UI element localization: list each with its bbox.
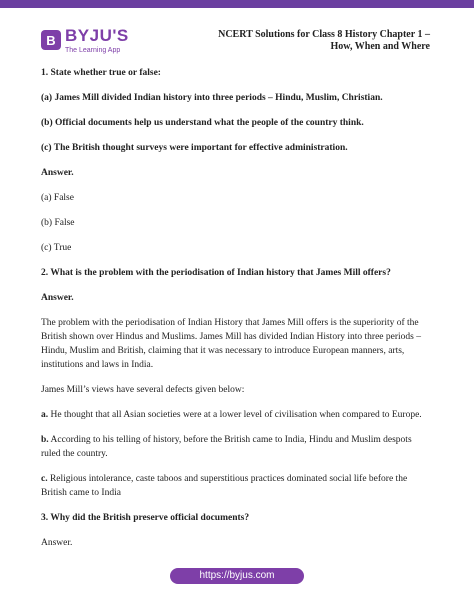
point-c-label: c.	[41, 474, 48, 484]
title-line-2: How, When and Where	[330, 41, 430, 52]
website-link[interactable]: https://byjus.com	[170, 568, 304, 584]
logo-name: BYJU'S	[65, 26, 129, 45]
point-c-text: Religious intolerance, caste taboos and superstitious practices dominated social life before the British came to India	[41, 474, 408, 498]
answer-1a: (a) False	[41, 193, 74, 203]
answer-2-point-c	[41, 472, 433, 500]
answer-label-3: Answer.	[41, 538, 73, 548]
answer-2-point-a	[41, 408, 433, 422]
byjus-logo	[41, 26, 129, 54]
answer-2-paragraph-2: James Mill’s views have several defects given below:	[41, 385, 245, 395]
logo-text	[65, 26, 129, 54]
answer-1c: (c) True	[41, 243, 72, 253]
point-a-label: a.	[41, 410, 49, 420]
point-b-label: b.	[41, 435, 49, 445]
point-a-text: He thought that all Asian societies were at a lower level of civilisation when compared to Europe.	[48, 410, 422, 420]
question-1c: (c) The British thought surveys were important for effective administration.	[41, 143, 348, 153]
top-brand-bar	[0, 0, 474, 8]
question-3: 3. Why did the British preserve official documents?	[41, 513, 250, 523]
answer-2-paragraph-1: The problem with the periodisation of Indian History that James Mill offers is the superiority of the British shown over Hindus and Muslims. James Mill has divided Indian History into three periods – Hindu, Muslim and British, claiming that it was necessary to introduce European manners, arts, institutions and laws in India.	[41, 318, 421, 370]
logo-badge-icon: B	[41, 30, 61, 50]
answer-label-2: Answer.	[41, 293, 74, 303]
question-1: 1. State whether true or false:	[41, 68, 161, 78]
question-2: 2. What is the problem with the periodisation of Indian history that James Mill offers?	[41, 268, 391, 278]
question-1a: (a) James Mill divided Indian history into three periods – Hindu, Muslim, Christian.	[41, 93, 383, 103]
answer-2-point-b	[41, 433, 433, 461]
answer-label-1: Answer.	[41, 168, 74, 178]
question-1b: (b) Official documents help us understand what the people of the country think.	[41, 118, 364, 128]
logo-tagline: The Learning App	[65, 47, 121, 54]
point-b-text: According to his telling of history, before the British came to India, Hindu and Muslim despots ruled the country.	[41, 435, 412, 459]
title-line-1: NCERT Solutions for Class 8 History Chapter 1 –	[218, 29, 430, 40]
document-title	[210, 29, 430, 53]
document-body	[41, 66, 433, 561]
answer-1b: (b) False	[41, 218, 75, 228]
